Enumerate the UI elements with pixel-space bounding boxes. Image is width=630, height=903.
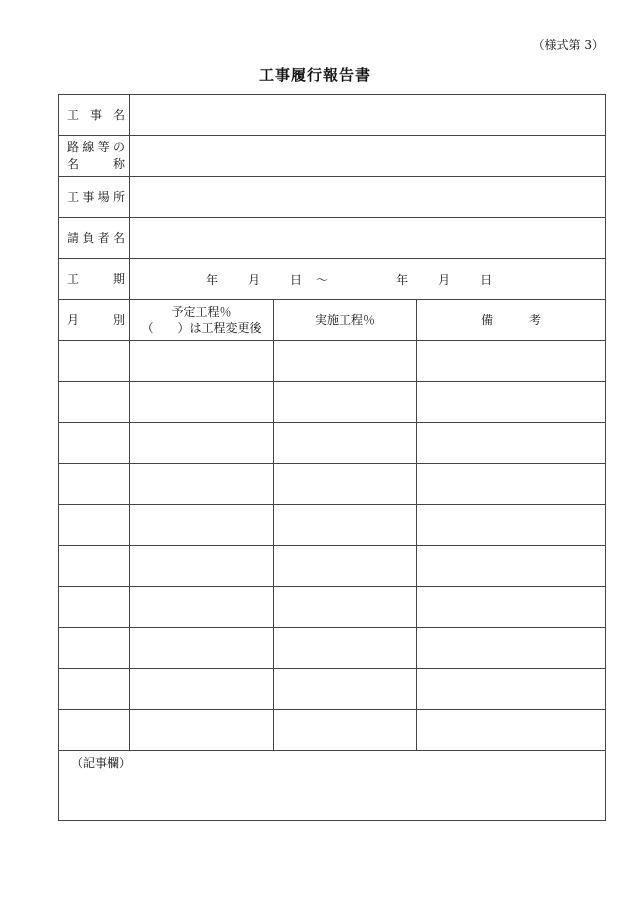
- entry-row: [59, 546, 606, 587]
- remarks-cell[interactable]: [417, 546, 606, 587]
- contractor-label: 請 負 者 名: [59, 218, 130, 259]
- month-cell[interactable]: [59, 341, 130, 382]
- actual-progress-cell[interactable]: [274, 628, 417, 669]
- month-cell[interactable]: [59, 587, 130, 628]
- month-cell[interactable]: [59, 546, 130, 587]
- site-label: 工 事 場 所: [59, 177, 130, 218]
- remarks-cell[interactable]: [417, 341, 606, 382]
- route-label: 路 線 等 の 名 称: [59, 136, 130, 177]
- form-number: （様式第 3）: [532, 38, 604, 52]
- period-tilde: ～: [316, 272, 329, 287]
- remarks-cell[interactable]: [417, 710, 606, 751]
- remarks-cell[interactable]: [417, 669, 606, 710]
- planned-progress-header: 予定工程％ （ ）は工程変更後: [130, 300, 274, 341]
- period-month-end: 月: [438, 272, 451, 287]
- column-header-row: [59, 300, 606, 341]
- month-cell[interactable]: [59, 382, 130, 423]
- actual-progress-cell[interactable]: [274, 669, 417, 710]
- remarks-cell[interactable]: [417, 464, 606, 505]
- actual-progress-cell[interactable]: [274, 505, 417, 546]
- route-row: [59, 136, 606, 177]
- entry-row: [59, 505, 606, 546]
- notes-area[interactable]: [59, 751, 606, 821]
- actual-progress-cell[interactable]: [274, 341, 417, 382]
- entry-row: [59, 710, 606, 751]
- planned-progress-cell[interactable]: [130, 587, 274, 628]
- actual-progress-cell[interactable]: [274, 587, 417, 628]
- entry-rows: [59, 341, 606, 751]
- entry-row: [59, 423, 606, 464]
- month-cell[interactable]: [59, 505, 130, 546]
- month-cell[interactable]: [59, 464, 130, 505]
- entry-row: [59, 587, 606, 628]
- contractor-row: [59, 218, 606, 259]
- site-row: [59, 177, 606, 218]
- period-label: 工 期: [59, 259, 130, 300]
- work-name-label: 工 事 名: [59, 95, 130, 136]
- period-row: [59, 259, 606, 300]
- actual-progress-cell[interactable]: [274, 382, 417, 423]
- planned-progress-cell[interactable]: [130, 546, 274, 587]
- work-name-row: [59, 95, 606, 136]
- actual-progress-cell[interactable]: [274, 710, 417, 751]
- remarks-cell[interactable]: [417, 628, 606, 669]
- entry-row: [59, 628, 606, 669]
- month-cell[interactable]: [59, 669, 130, 710]
- document-title: 工事履行報告書: [258, 66, 371, 84]
- site-field[interactable]: [130, 177, 606, 218]
- work-name-field[interactable]: [130, 95, 606, 136]
- actual-progress-cell[interactable]: [274, 423, 417, 464]
- period-year-end: 年: [396, 272, 409, 287]
- planned-progress-cell[interactable]: [130, 669, 274, 710]
- notes-row: [59, 751, 606, 821]
- planned-progress-cell[interactable]: [130, 382, 274, 423]
- month-cell[interactable]: [59, 710, 130, 751]
- actual-progress-cell[interactable]: [274, 546, 417, 587]
- entry-row: [59, 382, 606, 423]
- entry-row: [59, 464, 606, 505]
- notes-label: （記事欄）: [71, 756, 132, 770]
- month-label: 月 別: [59, 300, 130, 341]
- remarks-cell[interactable]: [417, 382, 606, 423]
- planned-progress-cell[interactable]: [130, 710, 274, 751]
- route-field[interactable]: [130, 136, 606, 177]
- period-month-start: 月: [248, 272, 261, 287]
- period-day-end: 日: [480, 272, 493, 287]
- remarks-cell[interactable]: [417, 505, 606, 546]
- month-cell[interactable]: [59, 423, 130, 464]
- remarks-header: 備 考: [417, 300, 606, 341]
- planned-progress-cell[interactable]: [130, 628, 274, 669]
- entry-row: [59, 669, 606, 710]
- actual-progress-cell[interactable]: [274, 464, 417, 505]
- remarks-cell[interactable]: [417, 423, 606, 464]
- actual-progress-header: 実施工程％: [274, 300, 417, 341]
- entry-row: [59, 341, 606, 382]
- period-day-start: 日: [290, 272, 303, 287]
- month-cell[interactable]: [59, 628, 130, 669]
- planned-progress-cell[interactable]: [130, 505, 274, 546]
- planned-progress-cell[interactable]: [130, 464, 274, 505]
- contractor-field[interactable]: [130, 218, 606, 259]
- remarks-cell[interactable]: [417, 587, 606, 628]
- planned-progress-cell[interactable]: [130, 423, 274, 464]
- period-field[interactable]: [130, 259, 606, 300]
- planned-progress-cell[interactable]: [130, 341, 274, 382]
- period-year-start: 年: [206, 272, 219, 287]
- report-table: [58, 94, 606, 821]
